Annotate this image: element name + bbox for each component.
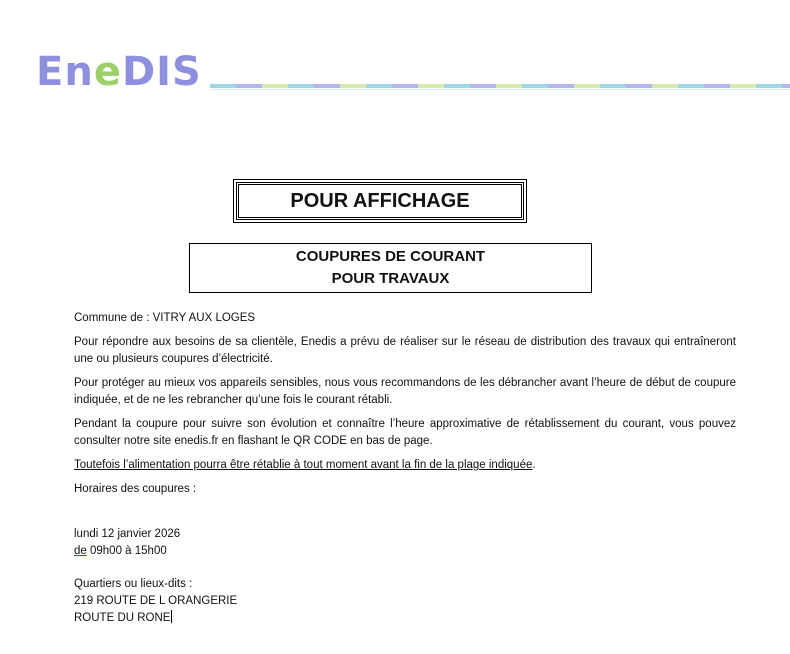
coupures-line-2: POUR TRAVAUX (331, 270, 450, 287)
quartiers-label: Quartiers ou lieux-dits : (74, 578, 193, 590)
paragraph-1: Pour répondre aux besoins de sa clientèle, Enedis a prévu de réaliser sur le réseau de distribution des travaux qui entraîneront une ou plusieurs coupures d’électricité. (74, 336, 736, 365)
logo-part-3: DIS (121, 49, 202, 95)
horaires-label: Horaires des coupures : (74, 483, 197, 495)
quartier-item: 219 ROUTE DE L ORANGERIE (74, 595, 238, 607)
schedule-de: de (74, 545, 87, 557)
coupures-line-1: COUPURES DE COURANT (295, 248, 486, 265)
schedule-hours: 09h00 à 15h00 (86, 545, 167, 557)
text-cursor (171, 610, 172, 623)
pour-affichage-title: POUR AFFICHAGE (290, 189, 470, 212)
document-body (74, 310, 736, 627)
paragraph-2: Pour protéger au mieux vos appareils sensibles, nous vous recommandons de les débrancher avant l’heure de début de coupure indiquée, et de ne les rebrancher qu’une fois le courant rétabli. (74, 377, 736, 406)
schedule-date: lundi 12 janvier 2026 (74, 528, 181, 540)
schedule-block (74, 526, 736, 560)
pour-affichage-box (236, 182, 524, 220)
quartiers-block (74, 576, 736, 627)
commune-line: Commune de : VITRY AUX LOGES (74, 312, 256, 324)
header-rule-thin (210, 89, 790, 90)
paragraph-4-end: . (532, 459, 536, 471)
enedis-logo (36, 50, 202, 94)
logo-part-2: e (93, 49, 122, 95)
quartier-item: ROUTE DU RONE (74, 612, 171, 624)
quartier-item-last (74, 610, 736, 627)
schedule-hours-line (74, 543, 736, 560)
paragraph-3: Pendant la coupure pour suivre son évolution et connaître l’heure approximative de rétablissement du courant, vous pouvez consulter notre site enedis.fr en flashant le QR CODE en bas de page. (74, 418, 736, 447)
coupures-box (189, 243, 592, 293)
header-rule (210, 84, 790, 88)
paragraph-4-underlined: Toutefois l’alimentation pourra être rétablie à tout moment avant la fin de la plage indiquée (74, 459, 533, 471)
logo-part-1: En (36, 49, 94, 95)
paragraph-4 (74, 457, 736, 474)
